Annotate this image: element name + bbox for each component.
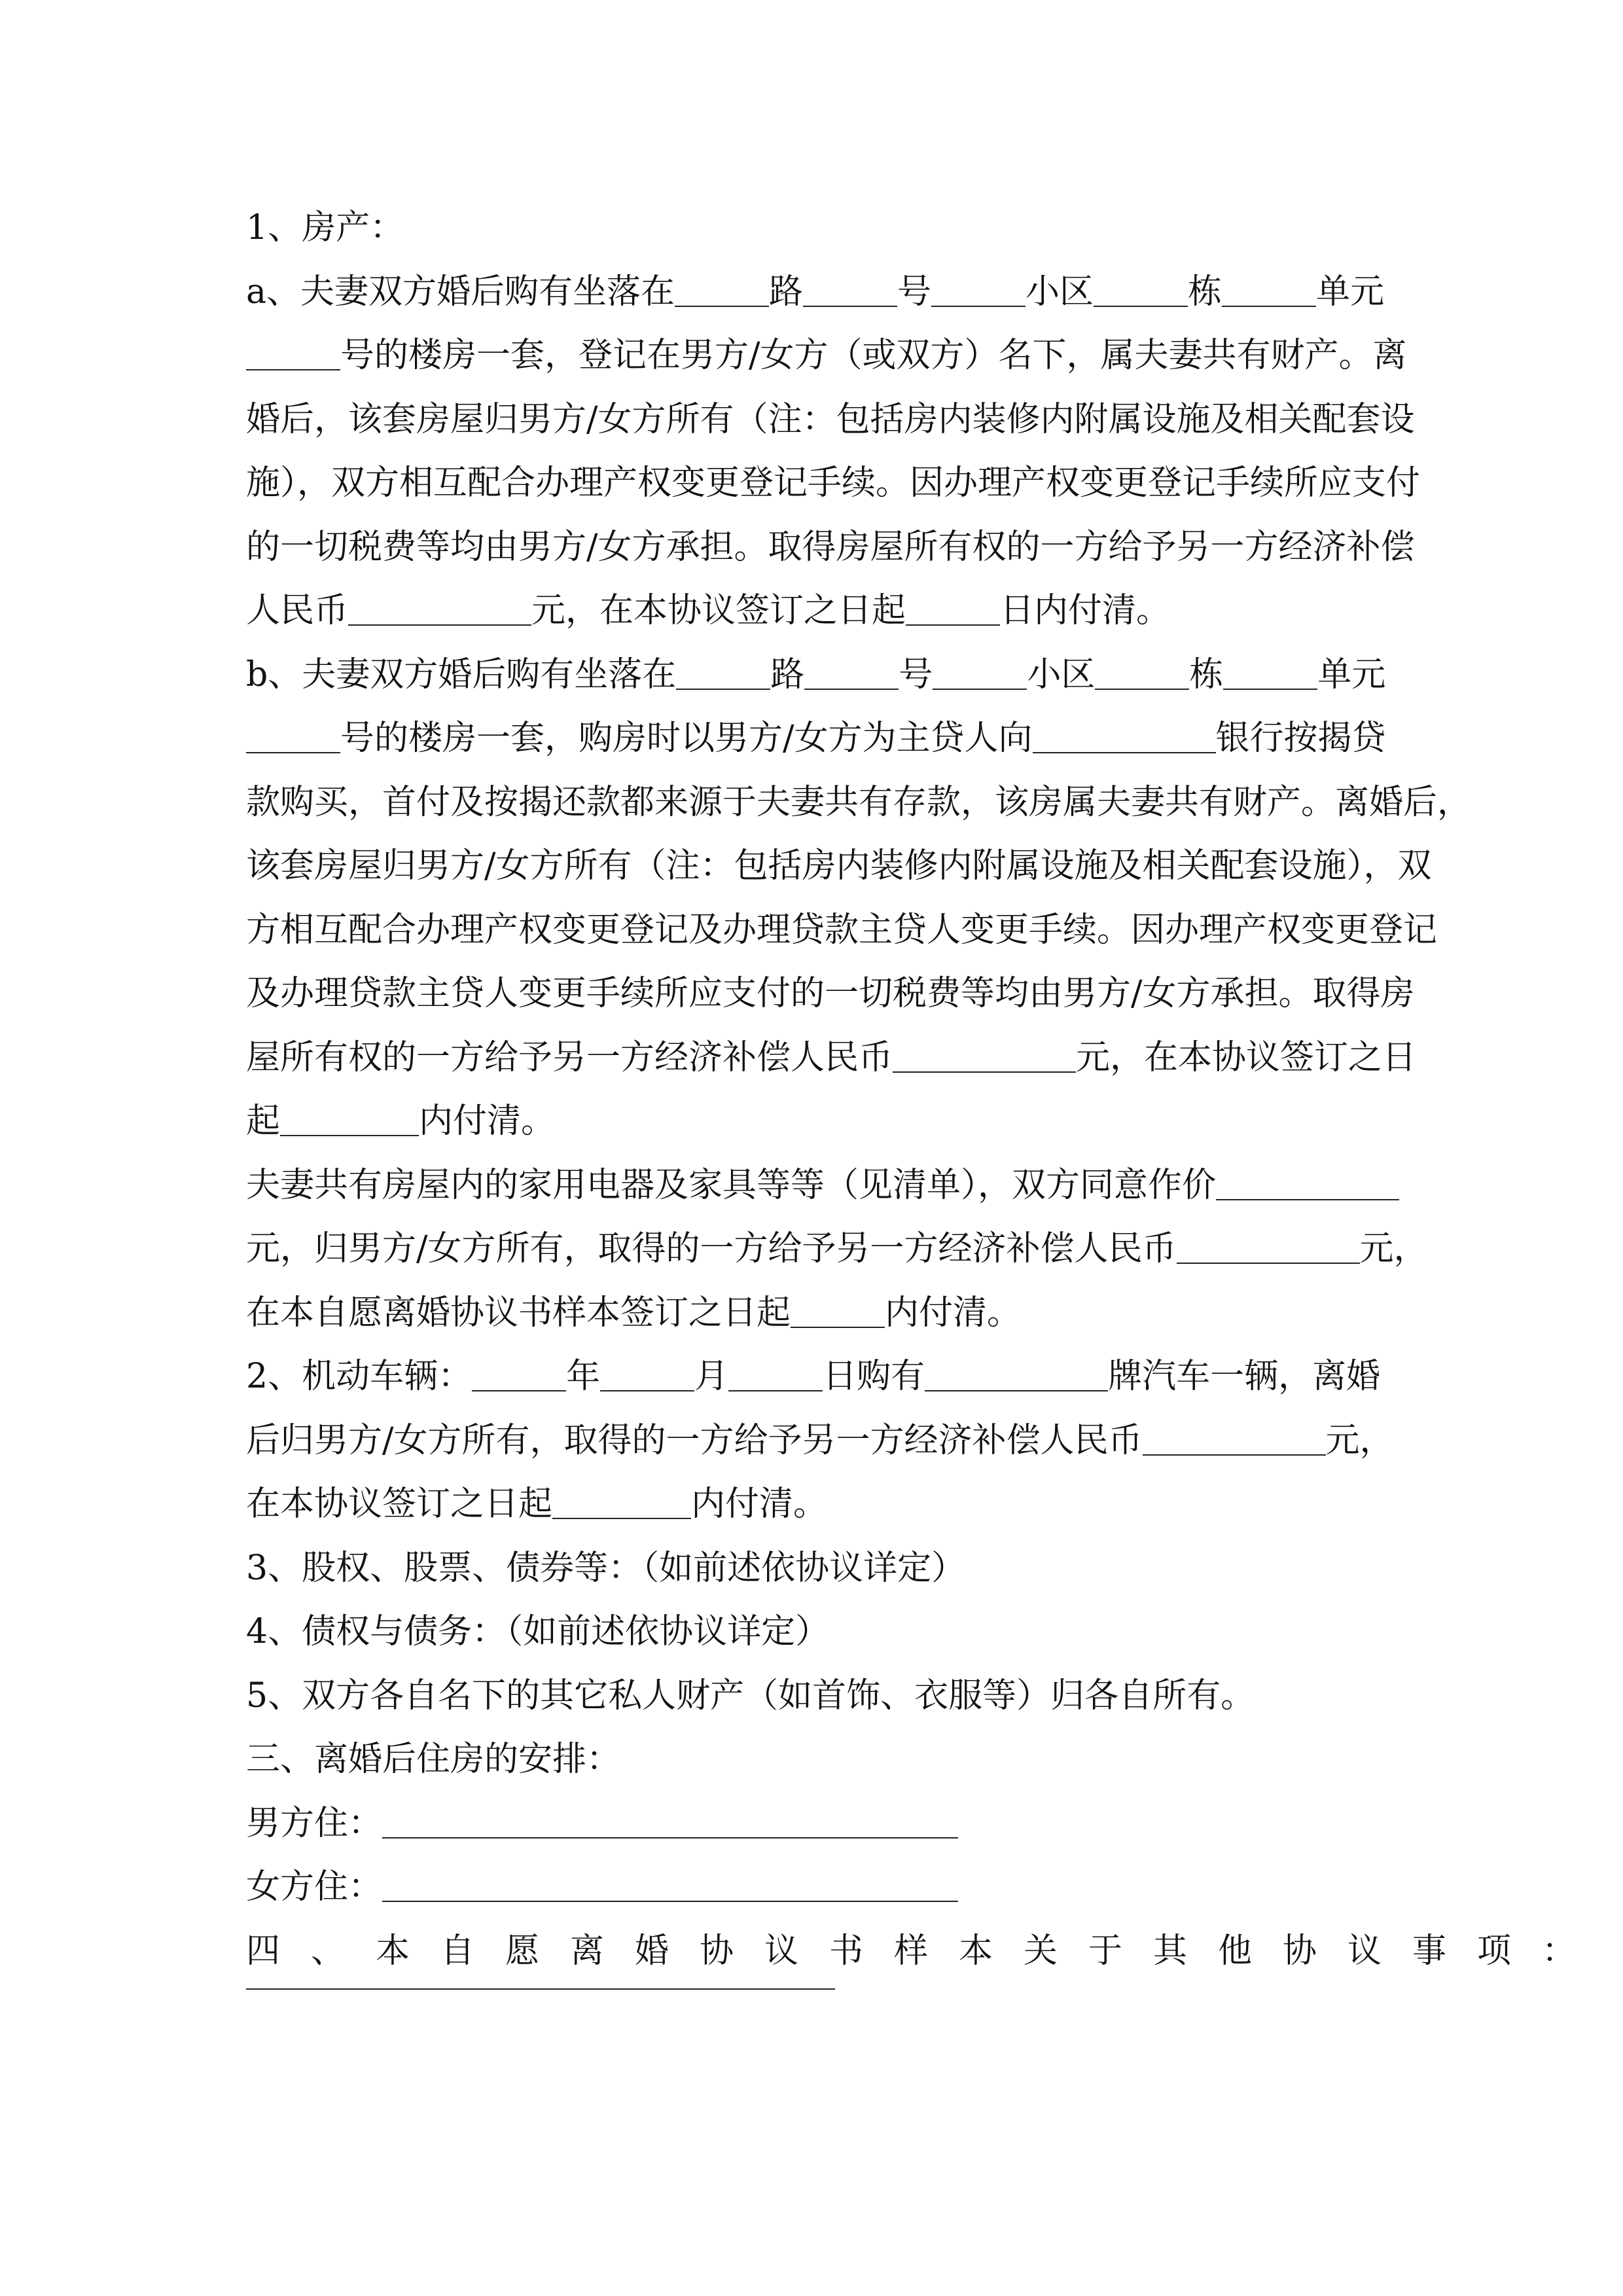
- male-residence-field[interactable]: [382, 1803, 958, 1839]
- blank-field[interactable]: [552, 1484, 691, 1519]
- blank-field[interactable]: [1033, 718, 1216, 753]
- vehicle-line: 后归男方/女方所有，取得的一方给予另一方经济补偿人民币 元，: [246, 1420, 1394, 1460]
- debts-line: 4、债权与债务：（如前述依协议详定）: [246, 1612, 830, 1651]
- blank-field[interactable]: [933, 655, 1027, 690]
- blank-field[interactable]: [893, 1037, 1076, 1073]
- blank-field[interactable]: [803, 272, 897, 307]
- blank-field[interactable]: [1177, 1229, 1360, 1264]
- blank-field[interactable]: [1095, 655, 1189, 690]
- blank-field[interactable]: [931, 272, 1026, 307]
- appliances-line: 元，归男方/女方所有，取得的一方给予另一方经济补偿人民币 元，: [246, 1229, 1428, 1268]
- clause-a-line: 人民币 元，在本协议签订之日起 日内付清。: [246, 591, 1171, 630]
- blank-field[interactable]: [472, 1356, 566, 1391]
- blank-field[interactable]: [906, 590, 1000, 626]
- blank-field[interactable]: [728, 1356, 823, 1391]
- clause-b-line: b、夫妻双方婚后购有坐落在 路 号 小区 栋 单元: [246, 655, 1386, 694]
- blank-field[interactable]: [791, 1293, 885, 1328]
- section-heading-other-matters: 四、本自愿离婚协议书样本关于其他协议事项：: [246, 1931, 1607, 1971]
- female-residence-field[interactable]: [382, 1867, 958, 1902]
- clause-a-line: 婚后，该套房屋归男方/女方所有（注：包括房内装修内附属设施及相关配套设: [246, 399, 1415, 439]
- clause-a-line: 号的楼房一套，登记在男方/女方（或双方）名下，属夫妻共有财产。离: [246, 324, 1377, 388]
- personal-property-line: 5、双方各自名下的其它私人财产（如首饰、衣服等）归各自所有。: [246, 1676, 1255, 1715]
- section-heading-property: 1、房产：: [246, 208, 404, 247]
- blank-field[interactable]: [600, 1356, 694, 1391]
- male-residence-line: 男方住：: [246, 1792, 1377, 1856]
- vehicle-line: 在本协议签订之日起 内付清。: [246, 1484, 828, 1524]
- blank-field[interactable]: [675, 272, 769, 307]
- blank-field[interactable]: [348, 590, 531, 626]
- blank-field[interactable]: [246, 335, 340, 370]
- clause-a-line: a、夫妻双方婚后购有坐落在 路 号 小区 栋 单元: [246, 272, 1385, 312]
- blank-field[interactable]: [246, 718, 340, 753]
- blank-field[interactable]: [1222, 272, 1316, 307]
- vehicle-line: 2、机动车辆： 年 月 日购有 牌汽车一辆，离婚: [246, 1357, 1381, 1396]
- clause-b-line: 号的楼房一套，购房时以男方/女方为主贷人向 银行按揭贷: [246, 707, 1377, 771]
- clause-b-line: 屋所有权的一方给予另一方经济补偿人民币 元，在本协议签订之日: [246, 1037, 1417, 1077]
- blank-field[interactable]: [1223, 655, 1317, 690]
- appliances-line: 在本自愿离婚协议书样本签订之日起 内付清。: [246, 1293, 1022, 1333]
- blank-field[interactable]: [1216, 1165, 1399, 1200]
- equity-line: 3、股权、股票、债券等：（如前述依协议详定）: [246, 1548, 966, 1588]
- clause-a-line: 施），双方相互配合办理产权变更登记手续。因办理产权变更登记手续所应支付: [246, 463, 1421, 503]
- blank-field[interactable]: [925, 1356, 1108, 1391]
- clause-b-line: 方相互配合办理产权变更登记及办理贷款主贷人变更手续。因办理产权变更登记: [246, 910, 1438, 950]
- document-page: [246, 196, 1607, 1990]
- blank-field[interactable]: [804, 655, 899, 690]
- clause-b-line: 起 内付清。: [246, 1102, 556, 1141]
- clause-b-line: 该套房屋归男方/女方所有（注：包括房内装修内附属设施及相关配套设施），双: [246, 846, 1432, 886]
- blank-field[interactable]: [1143, 1420, 1326, 1456]
- blank-field[interactable]: [676, 655, 770, 690]
- clause-b-line: 及办理贷款主贷人变更手续所应支付的一切税费等均由男方/女方承担。取得房: [246, 974, 1415, 1013]
- female-residence-line: 女方住：: [246, 1856, 1377, 1920]
- clause-a-line: 的一切税费等均由男方/女方承担。取得房屋所有权的一方给予另一方经济补偿: [246, 527, 1415, 567]
- blank-field[interactable]: [280, 1101, 419, 1136]
- clause-b-line: 款购买，首付及按揭还款都来源于夫妻共有存款，该房属夫妻共有财产。离婚后，: [246, 782, 1472, 822]
- appliances-line: 夫妻共有房屋内的家用电器及家具等等（见清单），双方同意作价: [246, 1154, 1377, 1218]
- other-matters-field[interactable]: [246, 1988, 835, 1990]
- blank-field[interactable]: [1094, 272, 1188, 307]
- section-heading-housing: 三、离婚后住房的安排：: [246, 1740, 621, 1779]
